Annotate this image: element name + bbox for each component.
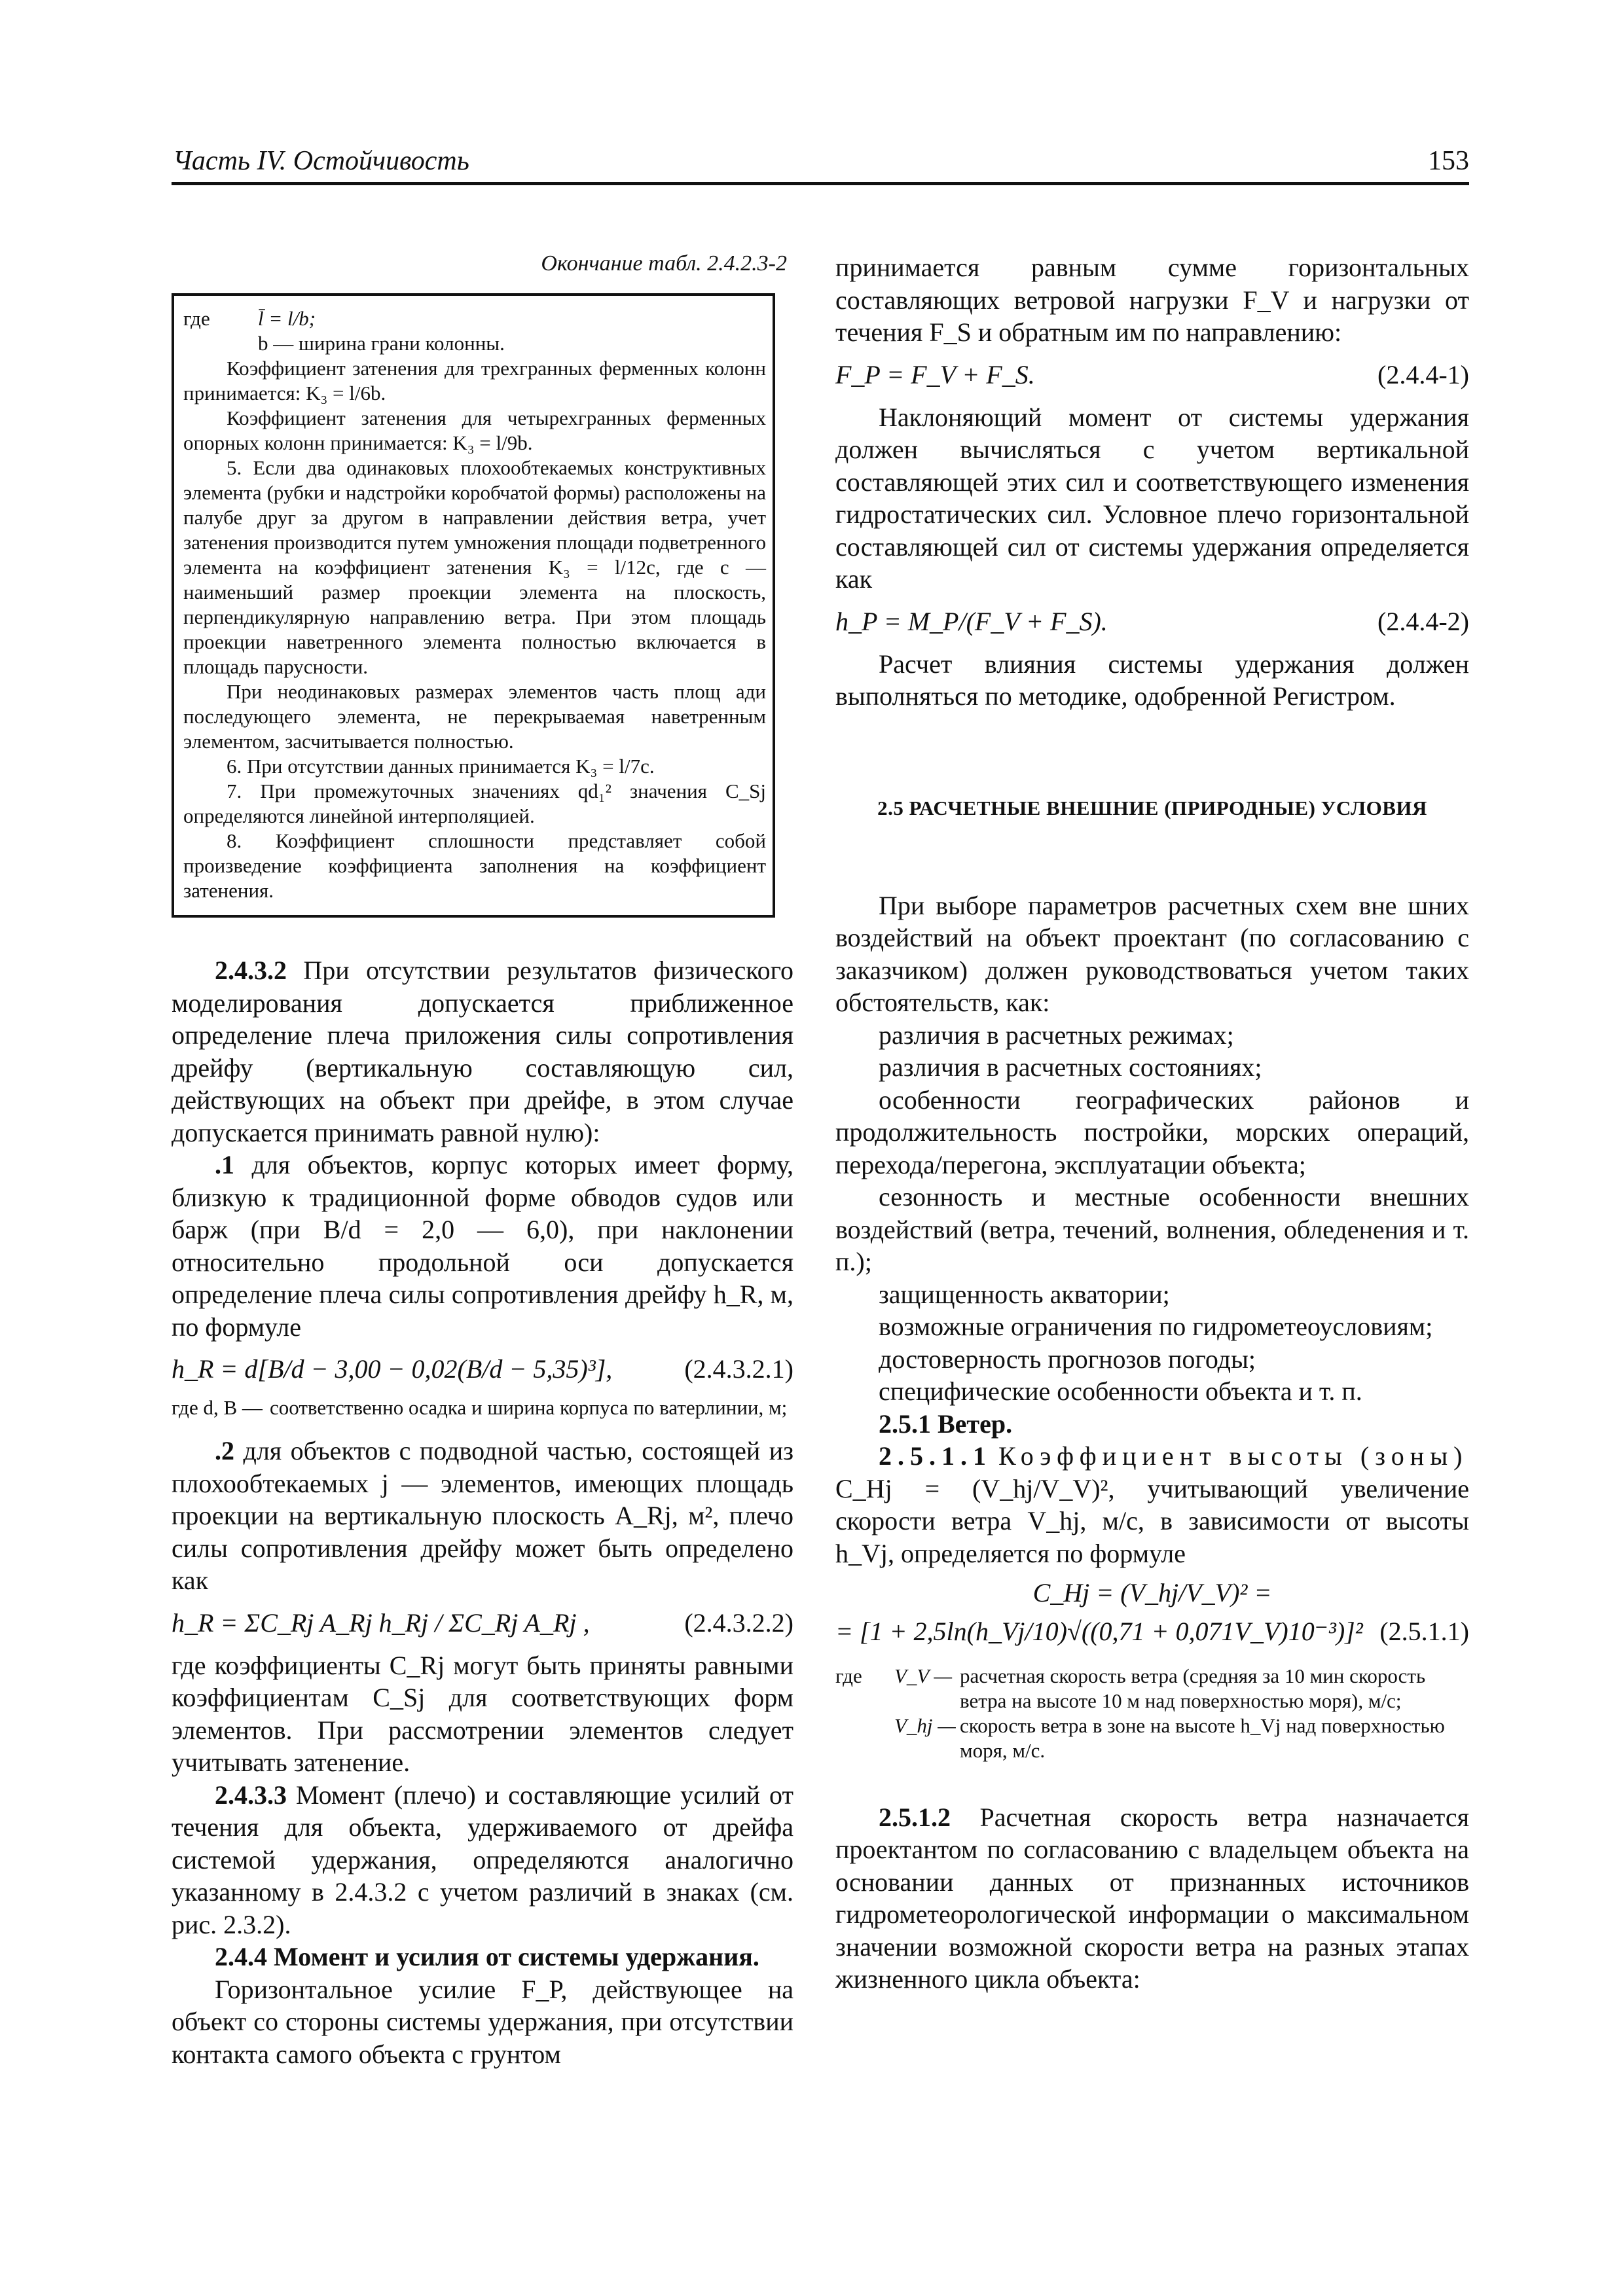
where-key: V_hj —	[894, 1713, 956, 1737]
list-item: возможные ограничения по гидрометеоусловиям;	[879, 1312, 1433, 1341]
formula-number: (2.5.1.1)	[1379, 1617, 1469, 1646]
formula-number: (2.4.4-2)	[1377, 606, 1469, 636]
list-item: достоверность прогнозов погоды;	[879, 1344, 1256, 1374]
item-text: для объектов, корпус которых имеет форму, близкую к традиционной форме обводов судов или барж (при B/d = 2,0 — 6,0), при наклонении относительно продольной оси допускается определение плеча силы сопротивления дрейфу h_R, м, по формуле	[172, 1150, 794, 1342]
item-text: для объектов с подводной частью, состоящей из плохообтекаемых j — элементов, имеющих площадь проекции на вертикальную плоскость A_Rj, м², плечо силы сопротивления дрейфу может быть определено как	[172, 1436, 793, 1595]
paragraph-2-5-1-1	[835, 1440, 1469, 1473]
formula-explanation	[835, 1664, 1469, 1763]
left-column	[172, 251, 793, 2070]
formula-number: (2.4.3.2.2)	[684, 1607, 793, 1638]
paragraph-2-4-3-3	[172, 1779, 793, 1941]
formula-2-4-4-2	[835, 605, 1469, 639]
clause-text: При отсутствии результатов физического моделирования допускается приближенное определение плеча приложения силы сопротивления дрейфу (вертикальную составляющую сил, действующих на объект при дрейфе, в этом случае допускается принимать равной нулю):	[172, 956, 794, 1147]
running-header	[172, 143, 1469, 185]
where-word: где	[835, 1664, 862, 1687]
paragraph-2-4-4: Горизонтальное усилие F_P, действующее на объект со стороны системы удержания, при отсутствии контакта самого объекта с грунтом	[172, 1974, 793, 2069]
table-note-paragraph: 5. Если два одинаковых плохообтекаемых конструктивных элемента (рубки и надстройки коробчатой формы) расположены на палубе друг за другом в направлении действия ветра, учет затенения производится путем умножения площади подветренного элемента на коэффициент затенения K₃ = l/12c, где c — наименьший размер проекции элемента на плоскость, перпендикулярную направлению ветра. При этом площадь проекции наветренного элемента полностью включается в площадь парусности.	[183, 456, 766, 678]
heading-2-5-1: 2.5.1 Ветер.	[879, 1408, 1013, 1439]
clause-number: 2.5.1.1	[879, 1441, 992, 1471]
clause-heading: Коэффициент высоты (зоны)	[998, 1441, 1468, 1471]
right-column	[835, 251, 1469, 1996]
table-note-paragraph: Коэффициент затенения для четырехгранных ферменных опорных колонн принимается: K₃ = l/9b.	[183, 406, 766, 454]
table-note-paragraph: 6. При отсутствии данных принимается K₃ = l/7c.	[227, 755, 655, 778]
table-where-word: где	[183, 307, 210, 330]
formula-expression: h_R = d[B/d − 3,00 − 0,02(B/d − 5,35)³],	[172, 1354, 613, 1384]
clause-text: C_Hj = (V_hj/V_V)², учитывающий увеличение скорости ветра V_hj, м/с, в зависимости от высоты h_Vj, определяется по формуле	[835, 1473, 1469, 1568]
paragraph-2-5-1-2	[835, 1801, 1469, 1996]
list-item: особенности географических районов и продолжительность постройки, морских операций, перехода/перегона, эксплуатации объекта;	[835, 1085, 1469, 1179]
item-2	[172, 1435, 793, 1597]
table-note-paragraph: При неодинаковых размерах элементов часть площ ади последующего элемента, не перекрываемая наветренным элементом, засчитывается полностью.	[183, 680, 766, 753]
page-number: 153	[1428, 146, 1469, 176]
formula-expression: F_P = F_V + F_S.	[835, 359, 1035, 389]
formula-2-4-3-2-1	[172, 1352, 793, 1386]
formula-2-4-4-1	[835, 358, 1469, 392]
section-title-2-5: 2.5 РАСЧЕТНЫЕ ВНЕШНИЕ (ПРИРОДНЫЕ) УСЛОВИЯ	[877, 796, 1427, 819]
clause-text: Расчетная скорость ветра назначается проектантом по согласованию с владельцем объекта на основании данных от признанных источников гидрометеорологической информации о максимальном значении возможной скорости ветра на разных этапах жизненного цикла объекта:	[835, 1802, 1469, 1994]
section-intro: При выборе параметров расчетных схем вне шних воздействий на объект проектант (по согласованию с заказчиком) должен руководствоваться учетом таких обстоятельств, как:	[835, 890, 1469, 1017]
continued-paragraph: принимается равным сумме горизонтальных составляющих ветровой нагрузки F_V и нагрузки от течения F_S и обратным им по направлению:	[835, 253, 1469, 347]
table-note-paragraph: 8. Коэффициент сплошности представляет собой произведение коэффициента заполнения на коэффициент затенения.	[183, 829, 766, 902]
clause-number: 2.4.3.3	[215, 1780, 287, 1810]
where-key: где d, B —	[172, 1396, 263, 1419]
table-continuation-note: Окончание табл. 2.4.2.3-2	[541, 251, 787, 276]
where-value: расчетная скорость ветра (средняя за 10 мин скорость ветра на высоте 10 м над поверхностью моря), м/с;	[960, 1664, 1426, 1712]
table-where-line	[183, 306, 766, 331]
formula-after-text: где коэффициенты C_Rj могут быть приняты равными коэффициентам C_Sj для соответствующих форм элементов. При рассмотрении элементов следует учитывать затенение.	[172, 1650, 793, 1777]
paragraph-2-4-3-2	[172, 954, 793, 1149]
where-value: скорость ветра в зоне на высоте h_Vj над поверхностью моря, м/с.	[960, 1713, 1445, 1762]
where-spacer	[835, 1713, 894, 1763]
where-key: V_V —	[894, 1664, 953, 1687]
paragraph-calc: Расчет влияния системы удержания должен выполняться по методике, одобренной Регистром.	[835, 649, 1469, 711]
item-number: .2	[215, 1436, 234, 1465]
paragraph-moment: Наклоняющий момент от системы удержания должен вычисляться с учетом вертикальной составляющей этих сил и соответствующего изменения гидростатических сил. Условное плечо горизонтальной составляющей сил от системы удержания определяется как	[835, 402, 1469, 594]
list-item: специфические особенности объекта и т. п.	[879, 1376, 1362, 1406]
formula-2-5-1-1-line1: C_Hj = (V_hj/V_V)² =	[1032, 1578, 1272, 1607]
right-body-2	[835, 889, 1469, 1648]
list-item: сезонность и местные особенности внешних воздействий (ветра, течений, волнения, обледенения и т. п.);	[835, 1182, 1469, 1276]
table-note-paragraph: 7. При промежуточных значениях qd₁² значения C_Sj определяются линейной интерполяцией.	[183, 780, 766, 827]
list-item: защищенность акватории;	[879, 1279, 1170, 1309]
table-note-paragraph: Коэффициент затенения для трехгранных ферменных колонн принимается: K₃ = l/6b.	[183, 357, 766, 404]
clause-text: Момент (плечо) и составляющие усилий от течения для объекта, удерживаемого от дрейфа системой удержания, определяются аналогично указанному в 2.4.3.2 с учетом различий в знаках (см. рис. 2.3.2).	[172, 1780, 793, 1939]
left-body	[172, 954, 793, 2070]
item-number: .1	[215, 1150, 234, 1179]
heading-2-4-4: 2.4.4 Момент и усилия от системы удержания.	[215, 1942, 759, 1971]
formula-expression: h_P = M_P/(F_V + F_S).	[835, 606, 1108, 636]
table-l-definition: l̄ = l/b;	[258, 307, 316, 330]
list-item: различия в расчетных состояниях;	[879, 1052, 1262, 1082]
formula-2-5-1-1-line2	[835, 1615, 1469, 1648]
list-item: различия в расчетных режимах;	[879, 1020, 1234, 1050]
where-value: соответственно осадка и ширина корпуса по ватерлинии, м;	[270, 1396, 788, 1419]
table-b-definition: b — ширина грани колонны.	[258, 332, 505, 355]
clause-number: 2.4.3.2	[215, 956, 287, 985]
right-body-3	[835, 1801, 1469, 1996]
formula-expression: h_R = ΣC_Rj A_Rj h_Rj / ΣC_Rj A_Rj ,	[172, 1607, 590, 1638]
header-part-title: Часть IV. Остойчивость	[173, 146, 469, 176]
formula-expression: = [1 + 2,5ln(h_Vj/10)√((0,71 + 0,071V_V)10⁻³)]²	[835, 1617, 1363, 1646]
formula-2-4-3-2-2	[172, 1606, 793, 1640]
formula-explanation	[172, 1395, 793, 1420]
right-body	[835, 251, 1469, 713]
table-notes-box	[172, 293, 775, 918]
clause-number: 2.5.1.2	[879, 1802, 951, 1832]
item-1	[172, 1149, 793, 1343]
formula-number: (2.4.4-1)	[1377, 359, 1469, 389]
formula-number: (2.4.3.2.1)	[684, 1354, 793, 1384]
